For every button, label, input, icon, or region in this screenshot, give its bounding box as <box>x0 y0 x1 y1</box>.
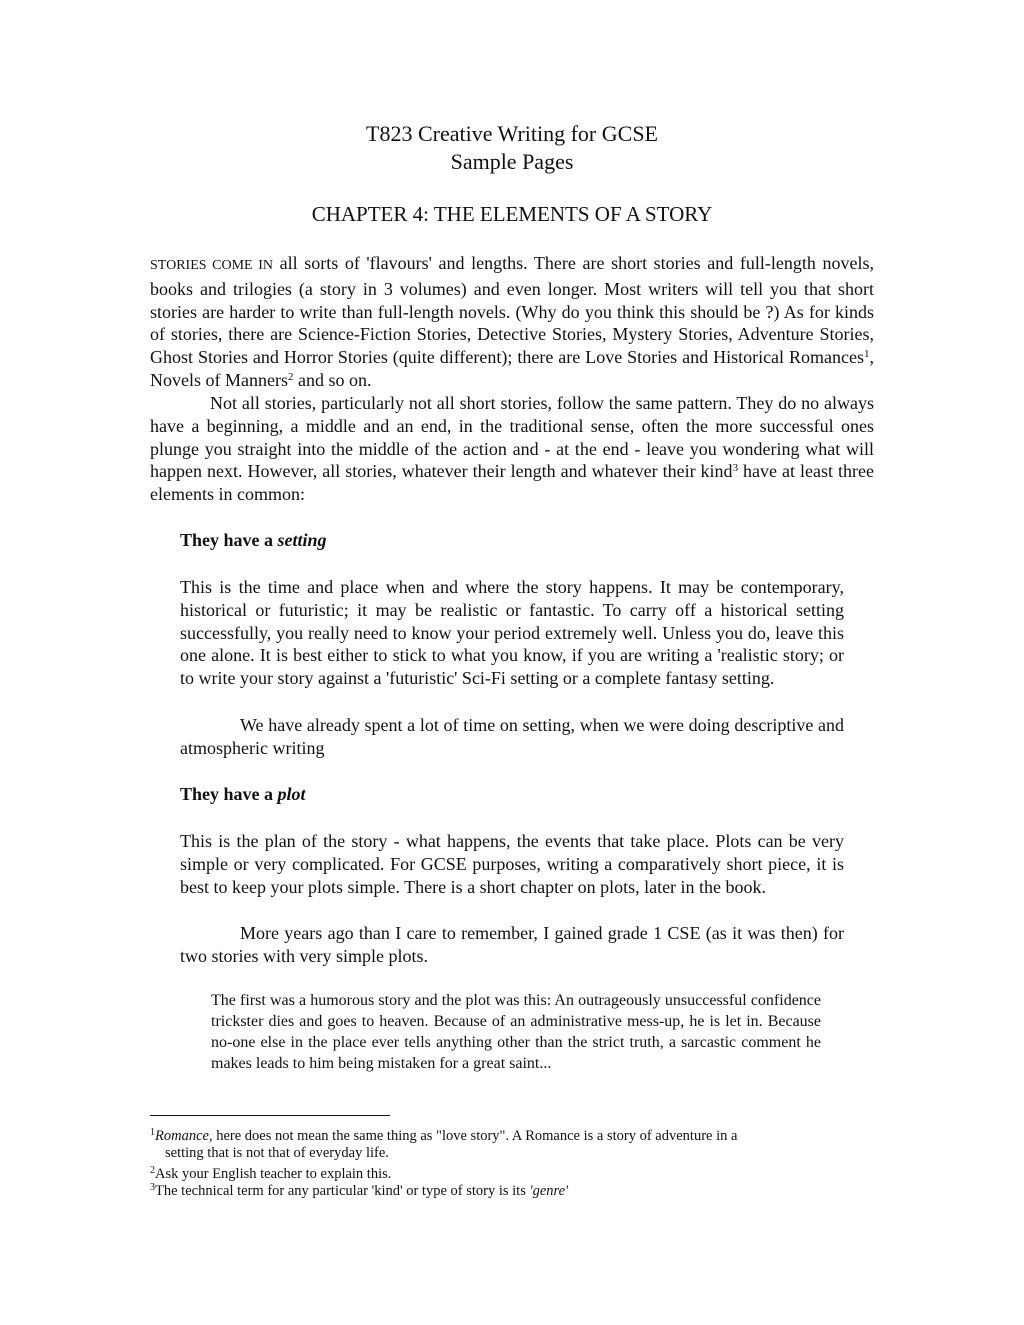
footnote-ref-1: 1 <box>864 348 870 361</box>
plot-paragraph-2: More years ago than I care to remember, I gained grade 1 CSE (as it was then) for two stories with very simple plots. <box>180 923 844 966</box>
setting-paragraph-2: We have already spent a lot of time on setting, when we were doing descriptive and atmospheric writing <box>180 715 844 758</box>
document-title: T823 Creative Writing for GCSE <box>366 121 658 146</box>
footnote-ref-2: 2 <box>287 370 294 383</box>
document-subtitle: Sample Pages <box>450 149 574 174</box>
chapter-heading: CHAPTER 4: THE ELEMENTS OF A STORY <box>311 202 713 226</box>
setting-paragraph: This is the time and place when and where the story happens. It may be contemporary, historical or futuristic; it may be realistic or fantastic. To carry off a historical setting successfully, you really need to know your period extremely well. Unless you do, leave this one alone. It is best either to stick to what you know, if you are writing a 'realistic story; or to write your story against a 'futuristic' Sci-Fi setting or a complete fantasy setting. <box>180 577 844 689</box>
footnote-3: $^3$The technical term for any particular 'kind' or type of story is its 'genre' <box>150 1182 569 1199</box>
plot-example-quote: The first was a humorous story and the plot was this: An outrageously unsuccessful confidence trickster dies and goes to heaven. Because of an administrative mess-up, he is let in. Because no-one else in the place ever tells anything other than the strict truth, a sarcastic comment he makes leads to him being mistaken for a great saint... <box>211 992 821 1072</box>
plot-heading: They have a plot <box>180 784 306 804</box>
footnote-ref-3: 3 <box>732 462 739 475</box>
plot-paragraph: This is the plan of the story - what happens, the events that take place. Plots can be very simple or very complicated. For GCSE purposes, writing a comparatively short piece, it is best to keep your plots simple. There is a short chapter on plots, later in the book. <box>180 831 844 897</box>
footnote-1: $^1$Romance, here does not mean the same thing as "love story". A Romance is a story of adventure in a setting that is not that of everyday life. <box>150 1127 738 1161</box>
intro-lead: STORIES COME IN <box>150 258 273 273</box>
intro-paragraph: STORIES COME IN all sorts of 'flavours' and lengths. There are short stories and full-length novels, books and trilogies (a story in 3 volumes) and even longer. Most writers will tell you that short stories are harder to write than full-length novels. (Why do you think this should be ?) As for kinds of stories, there are Science-Fiction Stories, Detective Stories, Mystery Stories, Adventure Stories, Ghost Stories and Horror Stories (quite different); there are Love Stories and Historical Romances$^1$, Novels of Manners$^2$ and so on. <box>150 253 874 390</box>
setting-heading: They have a setting <box>180 530 327 550</box>
footnote-divider <box>150 1115 390 1116</box>
footnote-2: $^2$Ask your English teacher to explain this. <box>150 1165 392 1182</box>
pattern-paragraph: Not all stories, particularly not all short stories, follow the same pattern. They do no always have a beginning, a middle and an end, in the traditional sense, often the more successful ones plunge you straight into the middle of the action and - at the end - leave you wondering what will happen next. However, all stories, whatever their length and whatever their kind$^3$ have at least three elements in common: <box>150 393 874 505</box>
